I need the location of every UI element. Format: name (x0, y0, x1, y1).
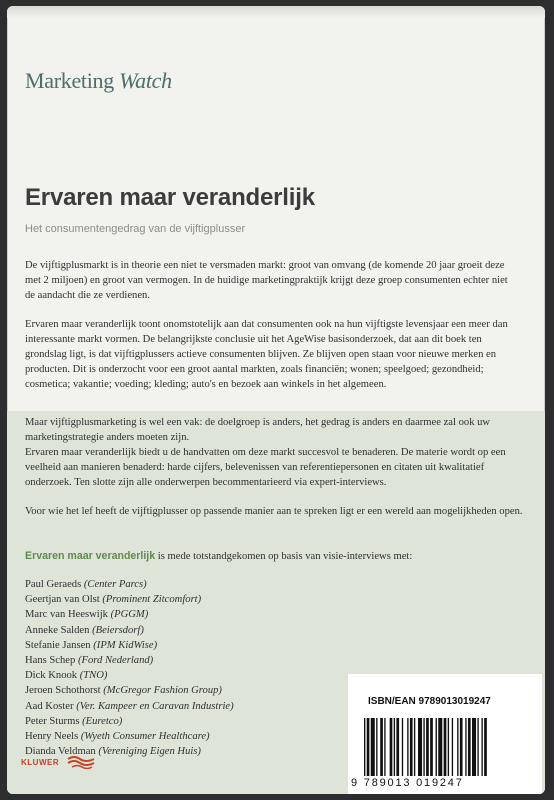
approach-paragraph-b: Ervaren maar veranderlijk biedt u de handvatten om deze markt succesvol te benaderen. De materie wordt op een veelheid aan manieren benaderd: harde cijfers, belevenissen van referentiepersonen en citaten uit kwalitatief onderzoek. Ten slotte zijn alle onderwerpen becommentarieerd via expert-interviews. (25, 447, 506, 488)
contributor-item (25, 623, 234, 638)
contributor-item (25, 653, 234, 668)
barcode-digits: 9 789013 019247 (351, 777, 464, 789)
publisher-name: KLUWER (21, 758, 60, 767)
approach-paragraph-a: Maar vijftigplusmarketing is wel een vak: de doelgroep is anders, het gedrag is anders en daarmee zal ook uw marketingstrategie anders moeten zijn. (25, 417, 491, 443)
series-logo-left: Marketing (25, 68, 114, 93)
contributor-item (25, 729, 234, 744)
book-title: Ervaren maar veranderlijk (25, 184, 315, 211)
contributors-intro (25, 550, 412, 562)
contributor-organization: (Wyeth Consumer Healthcare) (80, 731, 210, 743)
approach-paragraph (25, 415, 525, 490)
contributor-organization: (Beiersdorf) (92, 624, 144, 636)
contributor-name: Dick Knook (25, 670, 78, 682)
contributor-item (25, 577, 234, 592)
contributor-organization: (Ford Nederland) (77, 655, 154, 667)
contributors-intro-title: Ervaren maar veranderlijk (25, 550, 156, 562)
contributor-item (25, 592, 234, 607)
contributor-organization: (Ver. Kampeer en Caravan Industrie) (76, 700, 234, 712)
contributor-name: Aad Koster (25, 700, 74, 712)
contributor-item (25, 668, 234, 683)
contributor-item (25, 607, 234, 622)
contributor-name: Geertjan van Olst (25, 594, 100, 606)
contributor-organization: (Euretco) (82, 715, 123, 727)
closing-paragraph: Voor wie het lef heeft de vijftigplusser op passende manier aan te spreken ligt er een wereld aan mogelijkheden open. (25, 506, 523, 517)
contributor-organization: (Vereniging Eigen Huis) (98, 746, 201, 758)
isbn-label: ISBN/EAN 9789013019247 (368, 696, 491, 707)
book-back-cover (7, 6, 545, 794)
contributor-name: Anneke Salden (25, 624, 90, 636)
book-subtitle: Het consumentengedrag van de vijftigplusser (25, 223, 246, 235)
contributor-name: Peter Sturms (25, 715, 80, 727)
contributors-list (25, 577, 234, 759)
contributor-name: Jeroen Schothorst (25, 685, 101, 697)
contributor-organization: (McGregor Fashion Group) (103, 685, 222, 697)
contributor-organization: (TNO) (79, 670, 108, 682)
contributor-name: Hans Schep (25, 655, 76, 667)
contributor-item (25, 699, 234, 714)
contributor-organization: (IPM KidWise) (93, 639, 158, 651)
series-logo (25, 68, 172, 94)
barcode-sticker (348, 674, 542, 794)
series-logo-right: Watch (119, 68, 172, 93)
contributor-name: Dianda Veldman (25, 746, 96, 758)
contributor-organization: (Prominent Zitcomfort) (102, 594, 202, 606)
intro-paragraph: De vijftigplusmarkt is in theorie een niet te versmaden markt: groot van omvang (de komende 20 jaar groeit deze met 2 miljoen) en groot van vermogen. In de huidige marketingpraktijk krijgt deze groep consumenten echter niet de aandacht die ze verdienen. (25, 260, 508, 301)
contributor-organization: (Center Parcs) (83, 579, 147, 590)
contributor-name: Marc van Heeswijk (25, 609, 108, 621)
contributor-item (25, 683, 234, 698)
contributor-name: Paul Geraeds (25, 579, 82, 590)
findings-paragraph: Ervaren maar veranderlijk toont onomstotelijk aan dat consumenten ook na hun vijftigste levensjaar een meer dan interessante markt vormen. De belangrijkste conclusie uit het AgeWise basisonderzoek, dat aan dit boek ten grondslag ligt, is dat vijftigplussers actieve consumenten blijven. Ze blijven open staan voor nieuwe merken en producten. Dit is onderzocht voor een groot aantal markten, zoals financiën; wonen; speelgoed; gezondheid; cosmetica; vakantie; voeding; kleding; auto's en bezoek aan winkels in het algemeen. (25, 319, 508, 390)
contributor-item (25, 714, 234, 729)
contributors-intro-text: is mede totstandgekomen op basis van visie-interviews met: (155, 551, 413, 562)
contributor-name: Stefanie Jansen (25, 639, 91, 651)
barcode-bars (364, 718, 532, 776)
contributor-organization: (PGGM) (110, 609, 149, 621)
contributor-item (25, 638, 234, 653)
kluwer-wave-icon (67, 755, 95, 769)
contributor-name: Henry Neels (25, 731, 79, 743)
